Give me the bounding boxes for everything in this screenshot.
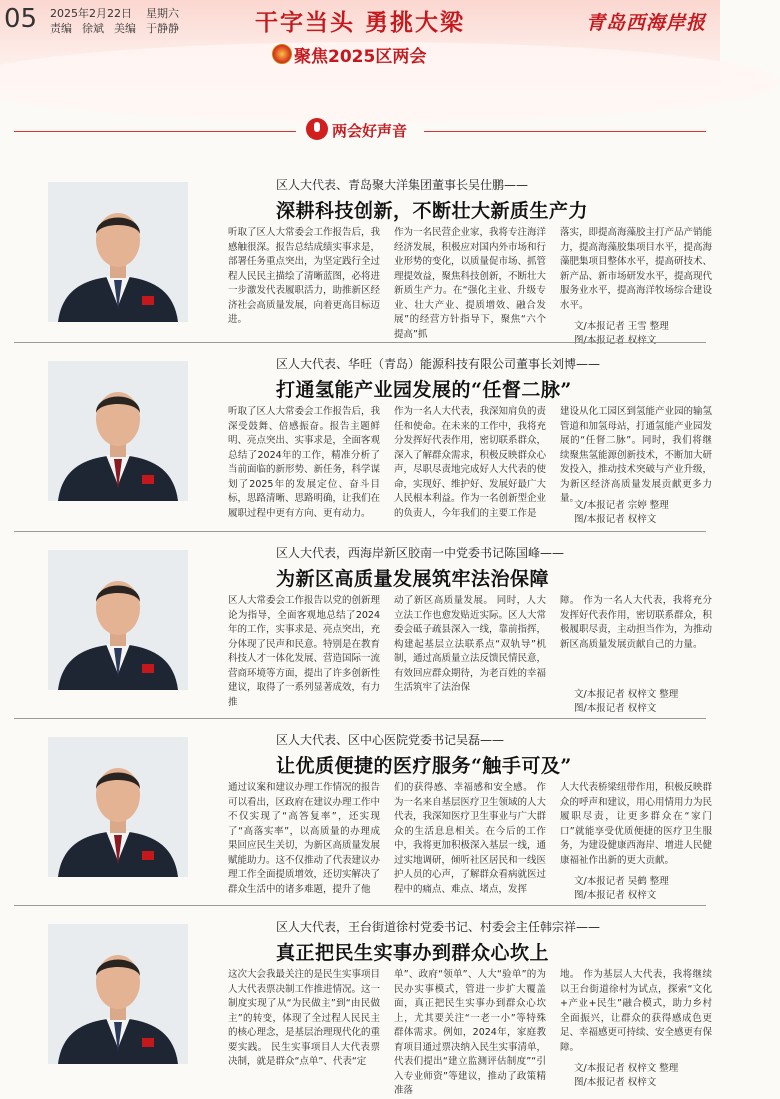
page-header — [0, 0, 720, 84]
article-column: 人大代表桥梁纽带作用，积极反映群众的呼声和建议，用心用情用力为民履职尽责，让更多群众在“家门口”就能享受优质便捷的医疗卫生服务，为建设健康西海岸、增进人民健康福祉作出新的更大贡献。 — [560, 782, 713, 866]
article-column: 动了新区高质量发展。 同时，人大立法工作也愈发贴近实际。区人大常委会砥子疏县深入一线，靠前指挥，构建起基层立法联系点“双轨导”机制，通过高质量立法反馈民情民意，有效回应群众期待，为老百姓的幸福生活筑牢了法治保 — [394, 595, 547, 693]
article — [0, 170, 720, 350]
photo-credit: 图/本报记者 权梓文 — [574, 514, 657, 525]
article-column: 作为一名人大代表，我深知肩负的责任和使命。在未来的工作中，我将充分发挥好代表作用，密切联系群众，深入了解群众需求，积极反映群众心声，尽职尽责地完成好人大代表的使命，实现好、维护好、发展好最广大人民根本利益。作为一名创新型企业的负责人，今年我们的主要工作是 — [394, 406, 547, 519]
article-title: 真正把民生实事办到群众心坎上 — [276, 942, 550, 964]
page-subhead: 聚焦2025区两会 — [294, 47, 427, 67]
section-title: 两会好声音 — [332, 122, 408, 140]
date-text: 2025年2月22日 — [50, 7, 132, 20]
article-column: 这次大会我最关注的是民生实事项目人大代表票决制工作推进情况。这一制度实现了从“为民做主”到“由民做主”的转变，体现了全过程人民民主的核心理念，是基层治理现代化的重要实践。 民生实事项目人大代表票决制，就是群众“点单”、代表“定 — [228, 969, 381, 1067]
article-column: 通过议案和建议办理工作情况的报告可以看出，区政府在建议办理工作中不仅实现了“高答复率”，还实现了“高落实率”，以高质量的办理成果回应民生关切，为新区高质量发展赋能助力。这不仅推动了代表建议办理工作全面提质增效，还切实解决了群众生活中的诸多难题，提升了他 — [228, 782, 381, 895]
section-divider-left — [14, 131, 296, 132]
article-title: 深耕科技创新，不断壮大新质生产力 — [276, 200, 589, 222]
photo-credit: 图/本报记者 权梓文 — [574, 703, 657, 714]
article — [0, 349, 720, 529]
text-credit: 文/本报记者 宗婷 整理 — [574, 500, 669, 511]
article-column: 区人大常委会工作报告以党的创新理论为指导，全面客观地总结了2024年的工作，实事求是、亮点突出，充分体现了民声和民意。特别是在教育科技人才一体化发展、营造国际一流营商环境等方面，提出了许多创新性建议，取得了一系列显著成效，有力推 — [228, 595, 381, 708]
emblem-icon — [272, 44, 292, 64]
article-separator — [14, 342, 706, 343]
author-photo — [48, 182, 188, 322]
designer-role: 美编 — [114, 22, 136, 35]
section-divider-right — [424, 131, 706, 132]
editor-role: 责编 — [50, 22, 72, 35]
article-separator — [14, 718, 706, 719]
article — [0, 538, 720, 718]
author-photo — [48, 550, 188, 690]
article-column: 听取了区人大常委会工作报告后，我深受鼓舞、倍感振奋。报告主题鲜明、亮点突出、实事求是，全面客观总结了2024年的工作，精准分析了当前面临的新形势、新任务，科学谋划了2025年的发展定位、奋斗目标，思路清晰、思路明确，让我们在履职过程中更有方向、更有动力。 — [228, 406, 381, 519]
portrait-icon — [48, 924, 188, 1064]
article-column: 单”、政府“领单”、人大“验单”的为民办实事模式，管进一步扩大覆盖面，真正把民生实事办到群众心坎上，尤其要关注“一老一小”等特殊群体需求。例如，2024年，家庭教育项目通过票决纳入民生实事清单，代表们提出“建立监测评估制度”“引入专业师资”等建议，推动了政策精准落 — [394, 969, 547, 1096]
article-column: 们的获得感、幸福感和安全感。 作为一名来自基层医疗卫生领域的人大代表，我深知医疗卫生事业与广大群众的生活息息相关。在今后的工作中，我将更加积极深入基层一线，通过实地调研，倾听社区居民和一线医护人员的心声，了解群众看病就医过程中的痛点、难点、堵点，发挥 — [394, 782, 547, 895]
microphone-icon — [306, 118, 328, 140]
article-column: 建设从化工园区到氢能产业园的输氢管道和加氢母站，打通氢能产业园发展的“任督二脉”。同时，我们将继续聚焦氢能源创新技术，不断加大研发投入，推动技术突破与产业升级，为新区经济高质量发展贡献更多力量。 — [560, 406, 713, 504]
portrait-icon — [48, 361, 188, 501]
article-column: 听取了区人大常委会工作报告后，我感触很深。报告总结成绩实事求是，部署任务重点突出，为坚定践行全过程人民民主描绘了清晰蓝图，必将进一步激发代表履职活力，助推新区经济社会高质量发展，向着更高目标迈进。 — [228, 227, 381, 325]
text-credit: 文/本报记者 权梓文 整理 — [574, 689, 679, 700]
page-number: 05 — [4, 4, 38, 34]
designer-name: 于静静 — [146, 22, 179, 35]
article-separator — [14, 531, 706, 532]
article-byline: 区人大代表，王台街道徐村党委书记、村委会主任韩宗祥—— — [276, 920, 601, 934]
photo-credit: 图/本报记者 权梓文 — [574, 890, 657, 901]
portrait-icon — [48, 182, 188, 322]
author-photo — [48, 924, 188, 1064]
photo-credit: 图/本报记者 权梓文 — [574, 335, 657, 346]
article-byline: 区人大代表、华旺（青岛）能源科技有限公司董事长刘博—— — [276, 357, 601, 371]
article-byline: 区人大代表、区中心医院党委书记吴磊—— — [276, 733, 505, 747]
weekday-text: 星期六 — [146, 7, 179, 20]
section-header — [306, 118, 416, 142]
text-credit: 文/本报记者 吴鹤 整理 — [574, 876, 669, 887]
article-column: 落实，即提高海藻胶主打产品产销能力，提高海藻胶集项目水平，提高海藻肥集项目整体水平，提高研技术、新产品、新市场研发水平，提高现代服务业水平，提高海洋牧场综合建设水平。 — [560, 227, 713, 311]
author-photo — [48, 361, 188, 501]
author-photo — [48, 737, 188, 877]
text-credit: 文/本报记者 王雪 整理 — [574, 321, 669, 332]
portrait-icon — [48, 737, 188, 877]
article — [0, 912, 720, 1096]
page-headline: 干字当头 勇挑大梁 — [254, 10, 465, 36]
article-byline: 区人大代表，西海岸新区胶南一中党委书记陈国峰—— — [276, 546, 565, 560]
article-column: 地。 作为基层人大代表，我将继续以王台街道徐村为试点，探索“文化+产业+民生”融合模式，助力乡村全面振兴，让群众的获得感成色更足、幸福感更可持续、安全感更有保障。 — [560, 969, 713, 1053]
text-credit: 文/本报记者 权梓文 整理 — [574, 1063, 679, 1074]
newspaper-logo: 青岛西海岸报 — [585, 12, 706, 34]
editor-name: 徐斌 — [82, 22, 104, 35]
article-title: 打通氢能产业园发展的“任督二脉” — [276, 379, 572, 401]
photo-credit: 图/本报记者 权梓文 — [574, 1077, 657, 1088]
article-byline: 区人大代表、青岛聚大洋集团董事长吴仕鹏—— — [276, 178, 529, 192]
article-separator — [14, 905, 706, 906]
article — [0, 725, 720, 905]
portrait-icon — [48, 550, 188, 690]
article-column: 障。 作为一名人大代表，我将充分发挥好代表作用，密切联系群众，积极履职尽责，主动担当作为，为推动新区高质量发展贡献自己的力量。 — [560, 595, 713, 650]
article-title: 为新区高质量发展筑牢法治保障 — [276, 568, 550, 590]
article-title: 让优质便捷的医疗服务“触手可及” — [276, 755, 572, 777]
article-column: 作为一名民营企业家，我将专注海洋经济发展，积极应对国内外市场和行业形势的变化，以质量促市场、抓管理提效益，聚焦科技创新，不断壮大新质生产力。在“强化主业、升级专业、壮大产业、提质增效、融合发展”的经营方针指导下，聚焦“六个提高”抓 — [394, 227, 547, 340]
